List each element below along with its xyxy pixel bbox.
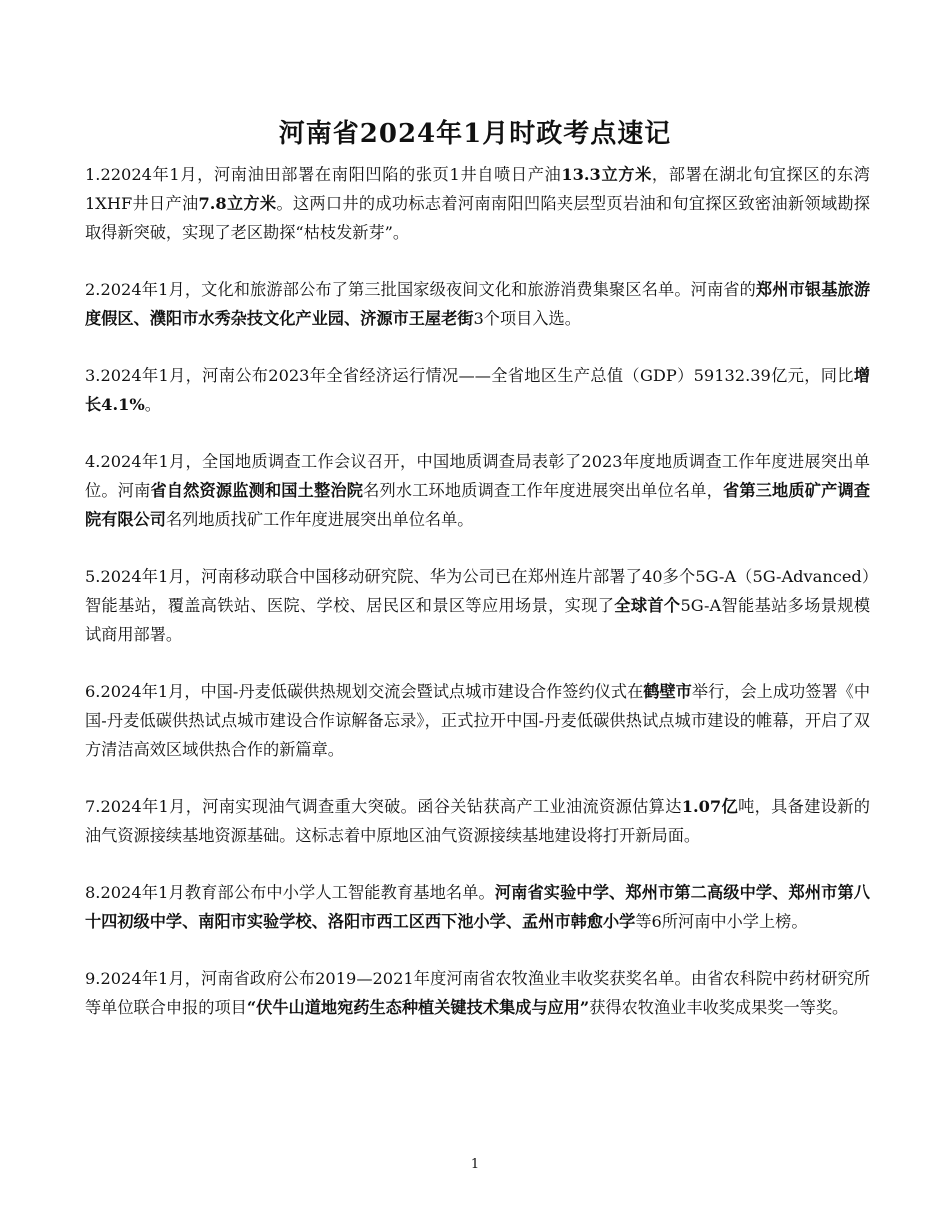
news-item-8 [85, 878, 870, 936]
item-highlight: “伏牛山道地宛药生态种植关键技术集成与应用” [246, 998, 590, 1017]
item-text: 8.2024年1月教育部公布中小学人工智能教育基地名单。 [85, 883, 495, 902]
item-text: 名列地质找矿工作年度进展突出单位名单。 [165, 510, 474, 529]
news-item-3 [85, 361, 870, 419]
item-highlight: 省自然资源监测和国土整治院 [150, 481, 364, 500]
item-text: 吨，具备建设新的油气资源接续基地资源基础。这标志着中原地区油气资源接续基地建设将打开新局面。 [85, 797, 870, 845]
news-item-5 [85, 562, 870, 649]
item-text: 3个项目入选。 [473, 309, 581, 328]
page-number: 1 [470, 1157, 480, 1172]
item-text: 2.2024年1月，文化和旅游部公布了第三批国家级夜间文化和旅游消费集聚区名单。河南省的 [85, 280, 756, 299]
item-text: 4.2024年1月，全国地质调查工作会议召开，中国地质调查局表彰了2023年度地质调查工作年度进展突出单位。河南 [85, 452, 870, 500]
item-highlight: 省第三地质矿产调查院有限公司 [85, 481, 871, 529]
item-text: ，部署在湖北旬宜探区的东湾1XHF井日产油 [85, 165, 870, 213]
item-highlight: 增长4.1% [85, 366, 870, 414]
document-body [85, 160, 870, 1050]
item-text: 5G-A智能基站多场景规模试商用部署。 [85, 596, 871, 644]
item-highlight: 河南省实验中学、郑州市第二高级中学、郑州市第八十四初级中学、南阳市实验学校、洛阳市西工区西下池小学、孟州市韩愈小学 [85, 883, 870, 931]
item-highlight: 13.3立方米 [561, 165, 652, 184]
item-text: 等6所河南中小学上榜。 [635, 912, 808, 931]
news-item-6 [85, 677, 870, 764]
item-text: 7.2024年1月，河南实现油气调查重大突破。函谷关钻获高产工业油流资源估算达 [85, 797, 682, 816]
news-item-9 [85, 964, 870, 1022]
item-text: 3.2024年1月，河南公布2023年全省经济运行情况——全省地区生产总值（GDP）59132.39亿元，同比 [85, 366, 854, 385]
item-text: 5.2024年1月，河南移动联合中国移动研究院、华为公司已在郑州连片部署了40多个5G-A（5G-Advanced）智能基站，覆盖高铁站、医院、学校、居民区和景区等应用场景，实现了 [85, 567, 870, 615]
item-highlight: 郑州市银基旅游度假区、濮阳市水秀杂技文化产业园、济源市王屋老街 [85, 280, 871, 328]
item-text: 。 [144, 395, 161, 414]
news-item-4 [85, 447, 870, 534]
item-text: 6.2024年1月，中国-丹麦低碳供热规划交流会暨试点城市建设合作签约仪式在 [85, 682, 644, 701]
item-highlight: 全球首个 [614, 596, 681, 615]
news-item-7 [85, 792, 870, 850]
item-text: 获得农牧渔业丰收奖成果奖一等奖。 [589, 998, 849, 1017]
page-title: 河南省2024年1月时政考点速记 [278, 119, 672, 149]
item-highlight: 1.07亿 [681, 797, 739, 816]
news-item-2 [85, 275, 870, 333]
item-text: 名列水工环地质调查工作年度进展突出单位名单， [363, 481, 723, 500]
news-item-1 [85, 160, 870, 247]
item-text: 9.2024年1月，河南省政府公布2019—2021年度河南省农牧渔业丰收奖获奖名单。由省农科院中药材研究所等单位联合申报的项目 [85, 969, 870, 1017]
item-highlight: 鹤壁市 [643, 682, 692, 701]
item-text: 举行，会上成功签署《中国-丹麦低碳供热试点城市建设合作谅解备忘录》，正式拉开中国-丹麦低碳供热试点城市建设的帷幕，开启了双方清洁高效区域供热合作的新篇章。 [85, 682, 871, 759]
item-text: 1.22024年1月，河南油田部署在南阳凹陷的张页1井自喷日产油 [85, 165, 562, 184]
item-highlight: 7.8立方米 [198, 194, 277, 213]
item-text: 。这两口井的成功标志着河南南阳凹陷夹层型页岩油和旬宜探区致密油新领域勘探取得新突破，实现了老区勘探“枯枝发新芽”。 [85, 194, 870, 242]
